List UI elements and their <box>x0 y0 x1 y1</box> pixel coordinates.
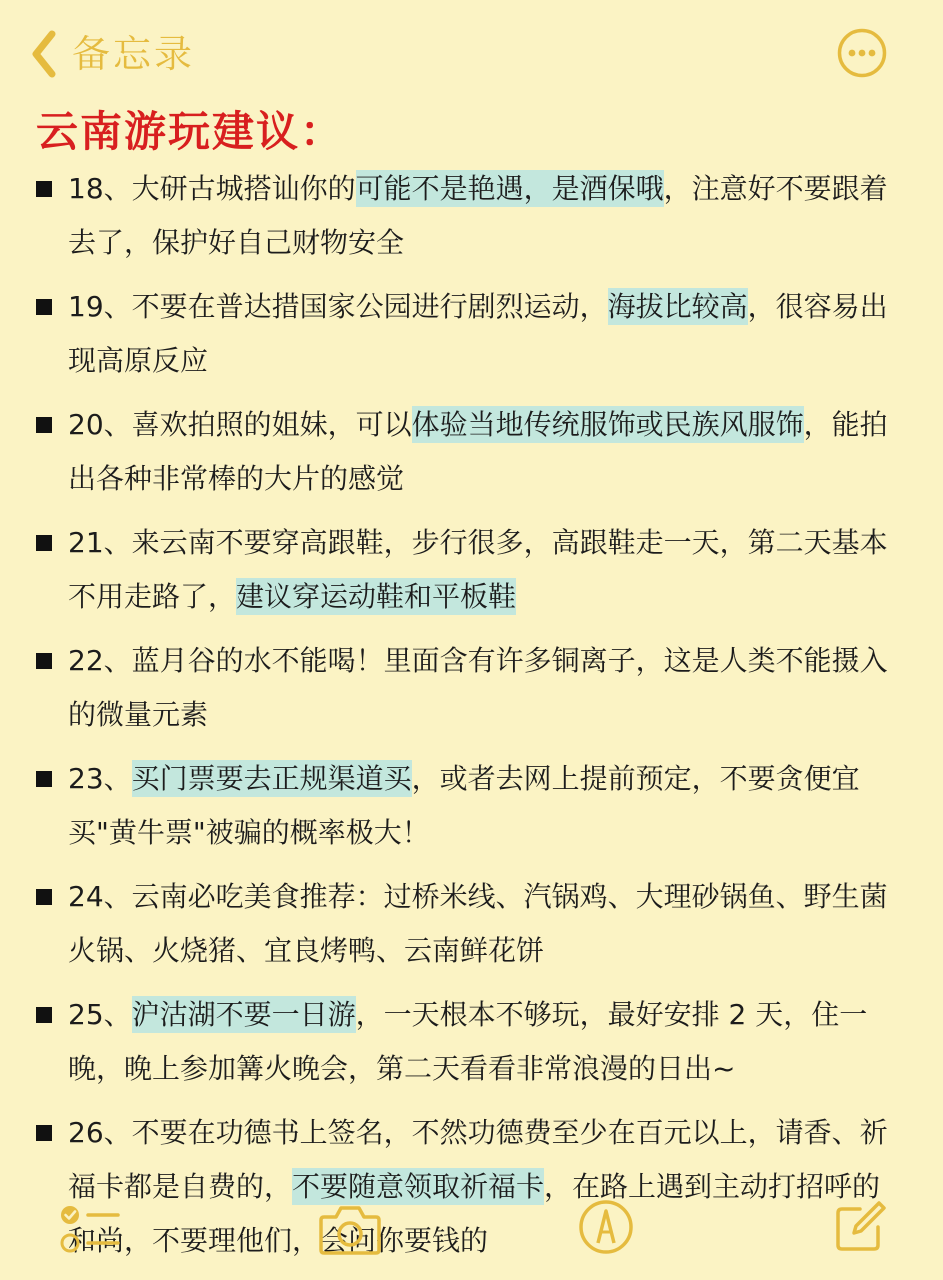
compose-icon <box>832 1199 888 1255</box>
item-text: 18、大研古城搭讪你的 <box>68 172 356 205</box>
bullet-icon <box>36 771 52 787</box>
back-label: 备忘录 <box>72 32 196 76</box>
item-text: ，注意好不要跟着去了，保护好自己财物安全 <box>68 172 888 259</box>
compose-button[interactable] <box>832 1199 888 1255</box>
checklist-icon <box>58 1203 120 1255</box>
highlighted-text: 沪沽湖不要一日游 <box>131 998 356 1031</box>
item-text: 21、来云南不要穿高跟鞋，步行很多，高跟鞋走一天，第二天基本不用走路了， <box>68 526 888 613</box>
back-button[interactable] <box>30 26 195 82</box>
camera-icon <box>318 1201 382 1257</box>
bullet-icon <box>36 653 52 669</box>
item-text: 20、喜欢拍照的姐妹，可以 <box>68 408 412 441</box>
item-text: ，在路上遇到主动打招呼的和尚，不要理他们，会问你要钱的 <box>68 1170 881 1257</box>
bullet-icon <box>36 535 52 551</box>
item-text: ，很容易出现高原反应 <box>68 290 888 377</box>
highlighted-text: 建议穿运动鞋和平板鞋 <box>236 580 517 613</box>
item-text: ，一天根本不够玩，最好安排 2 天，住一晚，晚上参加篝火晚会，第二天看看非常浪漫的日出~ <box>68 998 868 1085</box>
highlighted-text: 不要随意领取祈福卡 <box>292 1170 545 1203</box>
camera-button[interactable] <box>318 1201 382 1257</box>
chevron-left-icon <box>30 30 58 78</box>
list-item <box>0 516 943 624</box>
bottom-toolbar <box>0 1195 943 1275</box>
item-text: ，能拍出各种非常棒的大片的感觉 <box>68 408 888 495</box>
bullet-icon <box>36 1007 52 1023</box>
item-text: 25、 <box>68 998 132 1031</box>
list-item <box>0 870 943 978</box>
list-item <box>0 988 943 1096</box>
bullet-icon <box>36 889 52 905</box>
highlighted-text: 买门票要去正规渠道买 <box>131 762 412 795</box>
item-text: 19、不要在普达措国家公园进行剧烈运动， <box>68 290 608 323</box>
item-text: 24、云南必吃美食推荐：过桥米线、汽锅鸡、大理砂锅鱼、野生菌火锅、火烧猪、宜良烤鸭、云南鲜花饼 <box>68 880 888 967</box>
navigation-bar <box>0 0 943 105</box>
item-text: 22、蓝月谷的水不能喝！里面含有许多铜离子，这是人类不能摄入的微量元素 <box>68 644 888 731</box>
item-text: ，或者去网上提前预定，不要贪便宜买"黄牛票"被骗的概率极大！ <box>68 762 860 849</box>
list-item <box>0 634 943 742</box>
checklist-button[interactable] <box>58 1203 120 1255</box>
bullet-icon <box>36 181 52 197</box>
highlighted-text: 海拔比较高 <box>607 290 748 323</box>
note-title: 云南游玩建议： <box>36 107 345 156</box>
bullet-icon <box>36 1125 52 1141</box>
highlighted-text: 体验当地传统服饰或民族风服饰 <box>411 408 804 441</box>
list-item <box>0 398 943 506</box>
markup-pen-icon <box>578 1199 634 1255</box>
note-list <box>0 162 943 1278</box>
bullet-icon <box>36 417 52 433</box>
item-text: 23、 <box>68 762 132 795</box>
item-text: 26、不要在功德书上签名，不然功德费至少在百元以上，请香、祈福卡都是自费的， <box>68 1116 888 1203</box>
list-item <box>0 752 943 860</box>
highlighted-text: 可能不是艳遇，是酒保哦 <box>355 172 664 205</box>
more-button[interactable] <box>837 28 887 78</box>
list-item <box>0 162 943 270</box>
markup-button[interactable] <box>578 1199 634 1255</box>
ellipsis-circle-icon <box>837 63 887 82</box>
bullet-icon <box>36 299 52 315</box>
list-item <box>0 280 943 388</box>
